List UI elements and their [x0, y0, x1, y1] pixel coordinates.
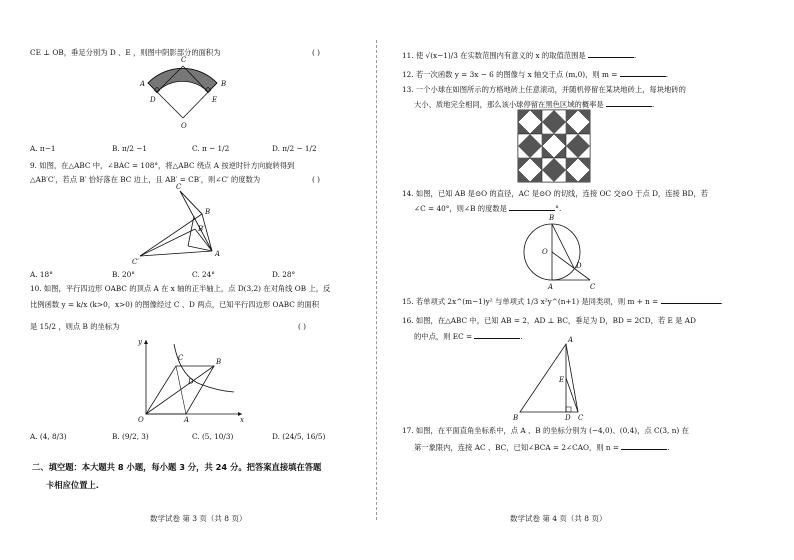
q10-option-b: B. (9/2, 3) [112, 432, 149, 441]
q13-tile-figure [518, 110, 590, 182]
q8-figure [135, 56, 235, 136]
q10-option-d: D. (24/5, 16/5) [272, 432, 326, 441]
left-page-footer: 数学试卷 第 3 页（共 8 页） [150, 514, 247, 523]
q9-option-d: D. 28° [272, 270, 296, 279]
q10-label-c: C [178, 354, 184, 362]
q8-option-b: B. π/2 −1 [112, 144, 147, 153]
q14-line-2: ∠C = 40°，则∠B 的度数是 °. [414, 204, 562, 213]
q14-label-d: D [576, 262, 582, 270]
q16-label-a: A [568, 336, 574, 344]
q10-option-c: C. (5, 10/3) [192, 432, 234, 441]
q9-line-cpa [140, 251, 212, 256]
q8-option-c: C. π − 1/2 [192, 144, 230, 153]
q16-label-e: E [559, 376, 565, 384]
q10-diagonal-ob [146, 366, 214, 414]
q10-label-x: x [240, 416, 244, 424]
q10-y-arrow [144, 340, 148, 344]
q14-label-o: O [542, 248, 548, 256]
section-2-heading-line-2: 卡相应位置上. [46, 480, 99, 490]
q14-label-c: C [590, 283, 596, 291]
q9-answer-paren: ( ) [312, 175, 321, 184]
q17-line-2: 第一象限内，连接 AC 、BC，已知∠BCA = 2∠CAO，则 n = . [414, 443, 670, 452]
q13-line-2: 大小、质地完全相同，那么该小球停留在黑色区域的概率是 . [414, 100, 655, 109]
q14-label-b: B [549, 214, 555, 222]
q15-answer-blank [661, 296, 721, 304]
right-page-footer: 数学试卷 第 4 页（共 8 页） [510, 514, 607, 523]
q8-answer-paren: ( ) [312, 48, 321, 57]
q15-text: 15. 若单项式 2x^(m−1)y² 与单项式 1/3 x²y^(n+1) 是同类项，则 m + n = . [402, 297, 723, 306]
q16-line-1: 16. 如图，在△ABC 中，已知 AB = 2，AD ⊥ BC，垂足为 D，BD = 2CD，若 E 是 AD [402, 316, 696, 325]
section-2-heading-line-1: 二、填空题：本大题共 8 小题，每小题 3 分，共 24 分。把答案直接填在答题 [32, 462, 322, 472]
q9-line-cpbp [140, 229, 195, 256]
q10-figure [134, 336, 246, 424]
q13-line-1: 13. 一个小球在如图所示的方格地砖上任意滚动，并随机停留在某块地砖上，每块地砖的 [402, 85, 686, 94]
q8-option-a: A. π−1 [30, 144, 56, 153]
q14-line-bd [552, 224, 574, 268]
q10-label-o: O [138, 416, 144, 424]
q9-line-cpb [140, 214, 202, 256]
q9-line-1: 9. 如图，在△ABC 中，∠BAC = 108°，将△ABC 绕点 A 按逆时针方向旋转得到 [30, 161, 295, 170]
q10-option-a: A. (4, 8/3) [30, 432, 67, 441]
q10-label-y: y [138, 338, 142, 346]
q8-label-d: D [150, 96, 156, 104]
q14-line-oc [552, 252, 590, 280]
q9-line-2: △AB′C′，若点 B′ 恰好落在 BC 边上，且 AB′ = CB′，则∠C′ 的度数为 [30, 175, 261, 184]
q8-label-e: E [212, 96, 218, 104]
q10-label-a: A [184, 416, 190, 424]
q12-answer-blank [620, 69, 666, 77]
q9-line-inner [188, 216, 194, 246]
q8-option-d: D. π/2 − 1/2 [272, 144, 317, 153]
q10-answer-paren: ( ) [298, 322, 307, 331]
q16-figure [508, 336, 598, 422]
q16-label-d: D [565, 414, 571, 422]
q9-figure [132, 184, 242, 266]
q9-option-c: C. 24° [192, 270, 215, 279]
q10-line-2: 比例函数 y = k/x (k>0，x>0) 的图像经过 C 、D 两点，已知平行四边形 OABC 的面积 [30, 300, 320, 309]
q10-label-d: D [188, 378, 194, 386]
q9-triangle-abc [180, 191, 212, 251]
left-page [0, 0, 378, 560]
q11-text: 11. 使 √(x−1)/3 在实数范围内有意义的 x 的取值范围是 . [402, 51, 637, 60]
q17-answer-blank [621, 442, 667, 450]
q12-text: 12. 若一次函数 y = 3x − 6 的图像与 x 轴交于点 (m,0)，则 m = . [402, 70, 669, 79]
q10-label-b: B [216, 358, 222, 366]
q10-hyperbola [174, 344, 234, 392]
q8-label-b: B [221, 80, 227, 88]
q8-label-c: C [181, 56, 187, 64]
q16-triangle-abc [520, 344, 578, 412]
q13-answer-blank [606, 99, 652, 107]
q8-stem: CE ⊥ OB，垂足分别为 D 、E ，则图中阴影部分的面积为 [30, 48, 221, 57]
q16-label-b: B [513, 414, 519, 422]
q9-label-cp: C′ [132, 258, 139, 266]
q8-label-a: A [140, 80, 146, 88]
q9-label-b: B [205, 208, 211, 216]
q14-line-1: 14. 如图，已知 AB 是⊙O 的直径，AC 是⊙O 的切线，连接 OC 交⊙O 于点 D，连接 BD，若 [402, 189, 708, 198]
q10-line-1: 10. 如图，平行四边形 OABC 的顶点 A 在 x 轴的正半轴上，点 D(3,2) 在对角线 OB 上，反 [30, 284, 331, 293]
q13-tiles [518, 110, 590, 182]
q9-option-b: B. 20° [112, 270, 135, 279]
q16-label-c: C [578, 414, 584, 422]
q14-figure [520, 210, 604, 292]
q14-label-a: A [548, 283, 554, 291]
q10-line-3: 是 15/2 ，则点 B 的坐标为 [30, 322, 120, 331]
q9-label-bp: B′ [198, 225, 205, 233]
q16-right-angle-d [566, 407, 571, 412]
q17-line-1: 17. 如图，在平面直角坐标系中，点 A 、B 的坐标分别为 (−4,0)、(0,4)，点 C(3, n) 在 [402, 426, 689, 435]
q8-label-o: O [181, 122, 187, 130]
q9-label-a: A [215, 250, 221, 258]
q11-answer-blank [588, 50, 634, 58]
q9-line-cb [180, 191, 202, 214]
right-page [380, 0, 794, 560]
q9-label-c: C [176, 183, 182, 191]
q16-line-2: 的中点，则 EC = . [414, 332, 523, 341]
q10-helper-line [176, 366, 186, 414]
q9-option-a: A. 18° [30, 270, 53, 279]
